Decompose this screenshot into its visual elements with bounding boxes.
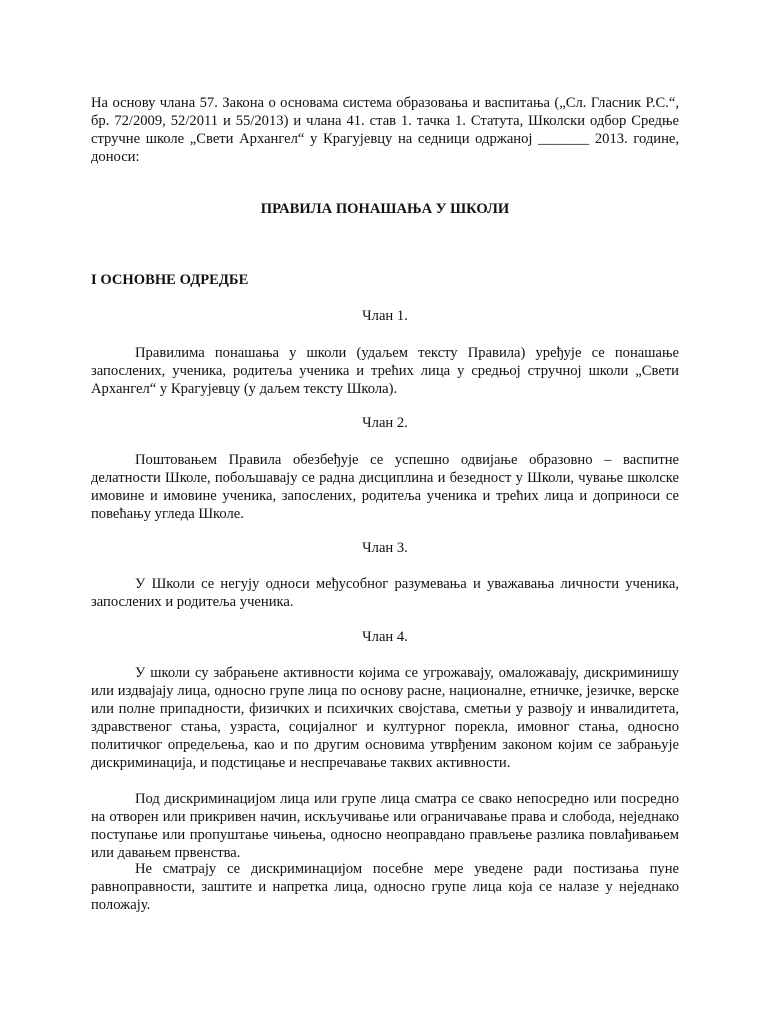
intro-paragraph: На основу члана 57. Закона о основама система образовања и васпитања („Сл. Гласник Р.С.“, бр. 72/2009, 52/2011 и 55/2013) и члана 41. став 1. тачка 1. Статута, Школски одбор Средње стручне школе „Свети Архангел“ у Крагујевцу на седници одржаној _______ 2013. године, доноси: xyxy=(91,95,679,165)
article-2-label: Члан 2. xyxy=(362,415,408,431)
article-4-label: Члан 4. xyxy=(362,629,408,645)
document-title: ПРАВИЛА ПОНАШАЊА У ШКОЛИ xyxy=(260,201,510,217)
article-3-paragraph: У Школи се негују односи међусобног разумевања и уважавања личности ученика, запослених и родитеља ученика. xyxy=(91,576,679,610)
article-2-paragraph: Поштовањем Правила обезбеђује се успешно одвијање образовно – васпитне делатности Школе, побољшавају се радна дисциплина и безедност у Школи, чување школске имовине и имовине ученика, запослених, родитеља ученика и трећих лица и доприноси се повећању угледа Школе. xyxy=(91,452,679,522)
article-4-paragraph-3: Не сматрају се дискриминацијом посебне мере уведене ради постизања пуне равноправности, заштите и напретка лица, односно групе лица која се налазе у неједнако положају. xyxy=(91,861,679,913)
section-heading: I ОСНОВНЕ ОДРЕДБЕ xyxy=(91,272,249,288)
article-3-label: Члан 3. xyxy=(362,540,408,556)
article-4-paragraph-2: Под дискриминацијом лица или групе лица сматра се свако непосредно или посредно на отворен или прикривен начин, искључивање или ограничавање права и слобода, неједнако поступање или пропуштање чињења, односно неоправдано прављење разлика повлађивањем или давањем првенства. xyxy=(91,791,679,861)
article-1-paragraph: Правилима понашања у школи (удаљем тексту Правила) уређује се понашање запослених, ученика, родитеља ученика и трећих лица у средњој стручној школи „Свети Архангел“ у Крагујевцу (у даљем тексту Школа). xyxy=(91,345,679,397)
article-1-label: Члан 1. xyxy=(362,308,408,324)
article-4-paragraph-1: У школи су забрањене активности којима се угрожавају, омаложавају, дискриминишу или издвајају лица, односно групе лица по основу расне, националне, етничке, језичке, верске или полне припадности, физичких и психичких својстава, сметњи у развоју и инвалидитета, здравственог стања, узраста, социјалног и културног порекла, имовног стања, односно политичког опредељења, као и по другим основима утврђеним законом којим се забрањује дискриминација, и подстицање и неспречавање таквих активности. xyxy=(91,665,679,771)
